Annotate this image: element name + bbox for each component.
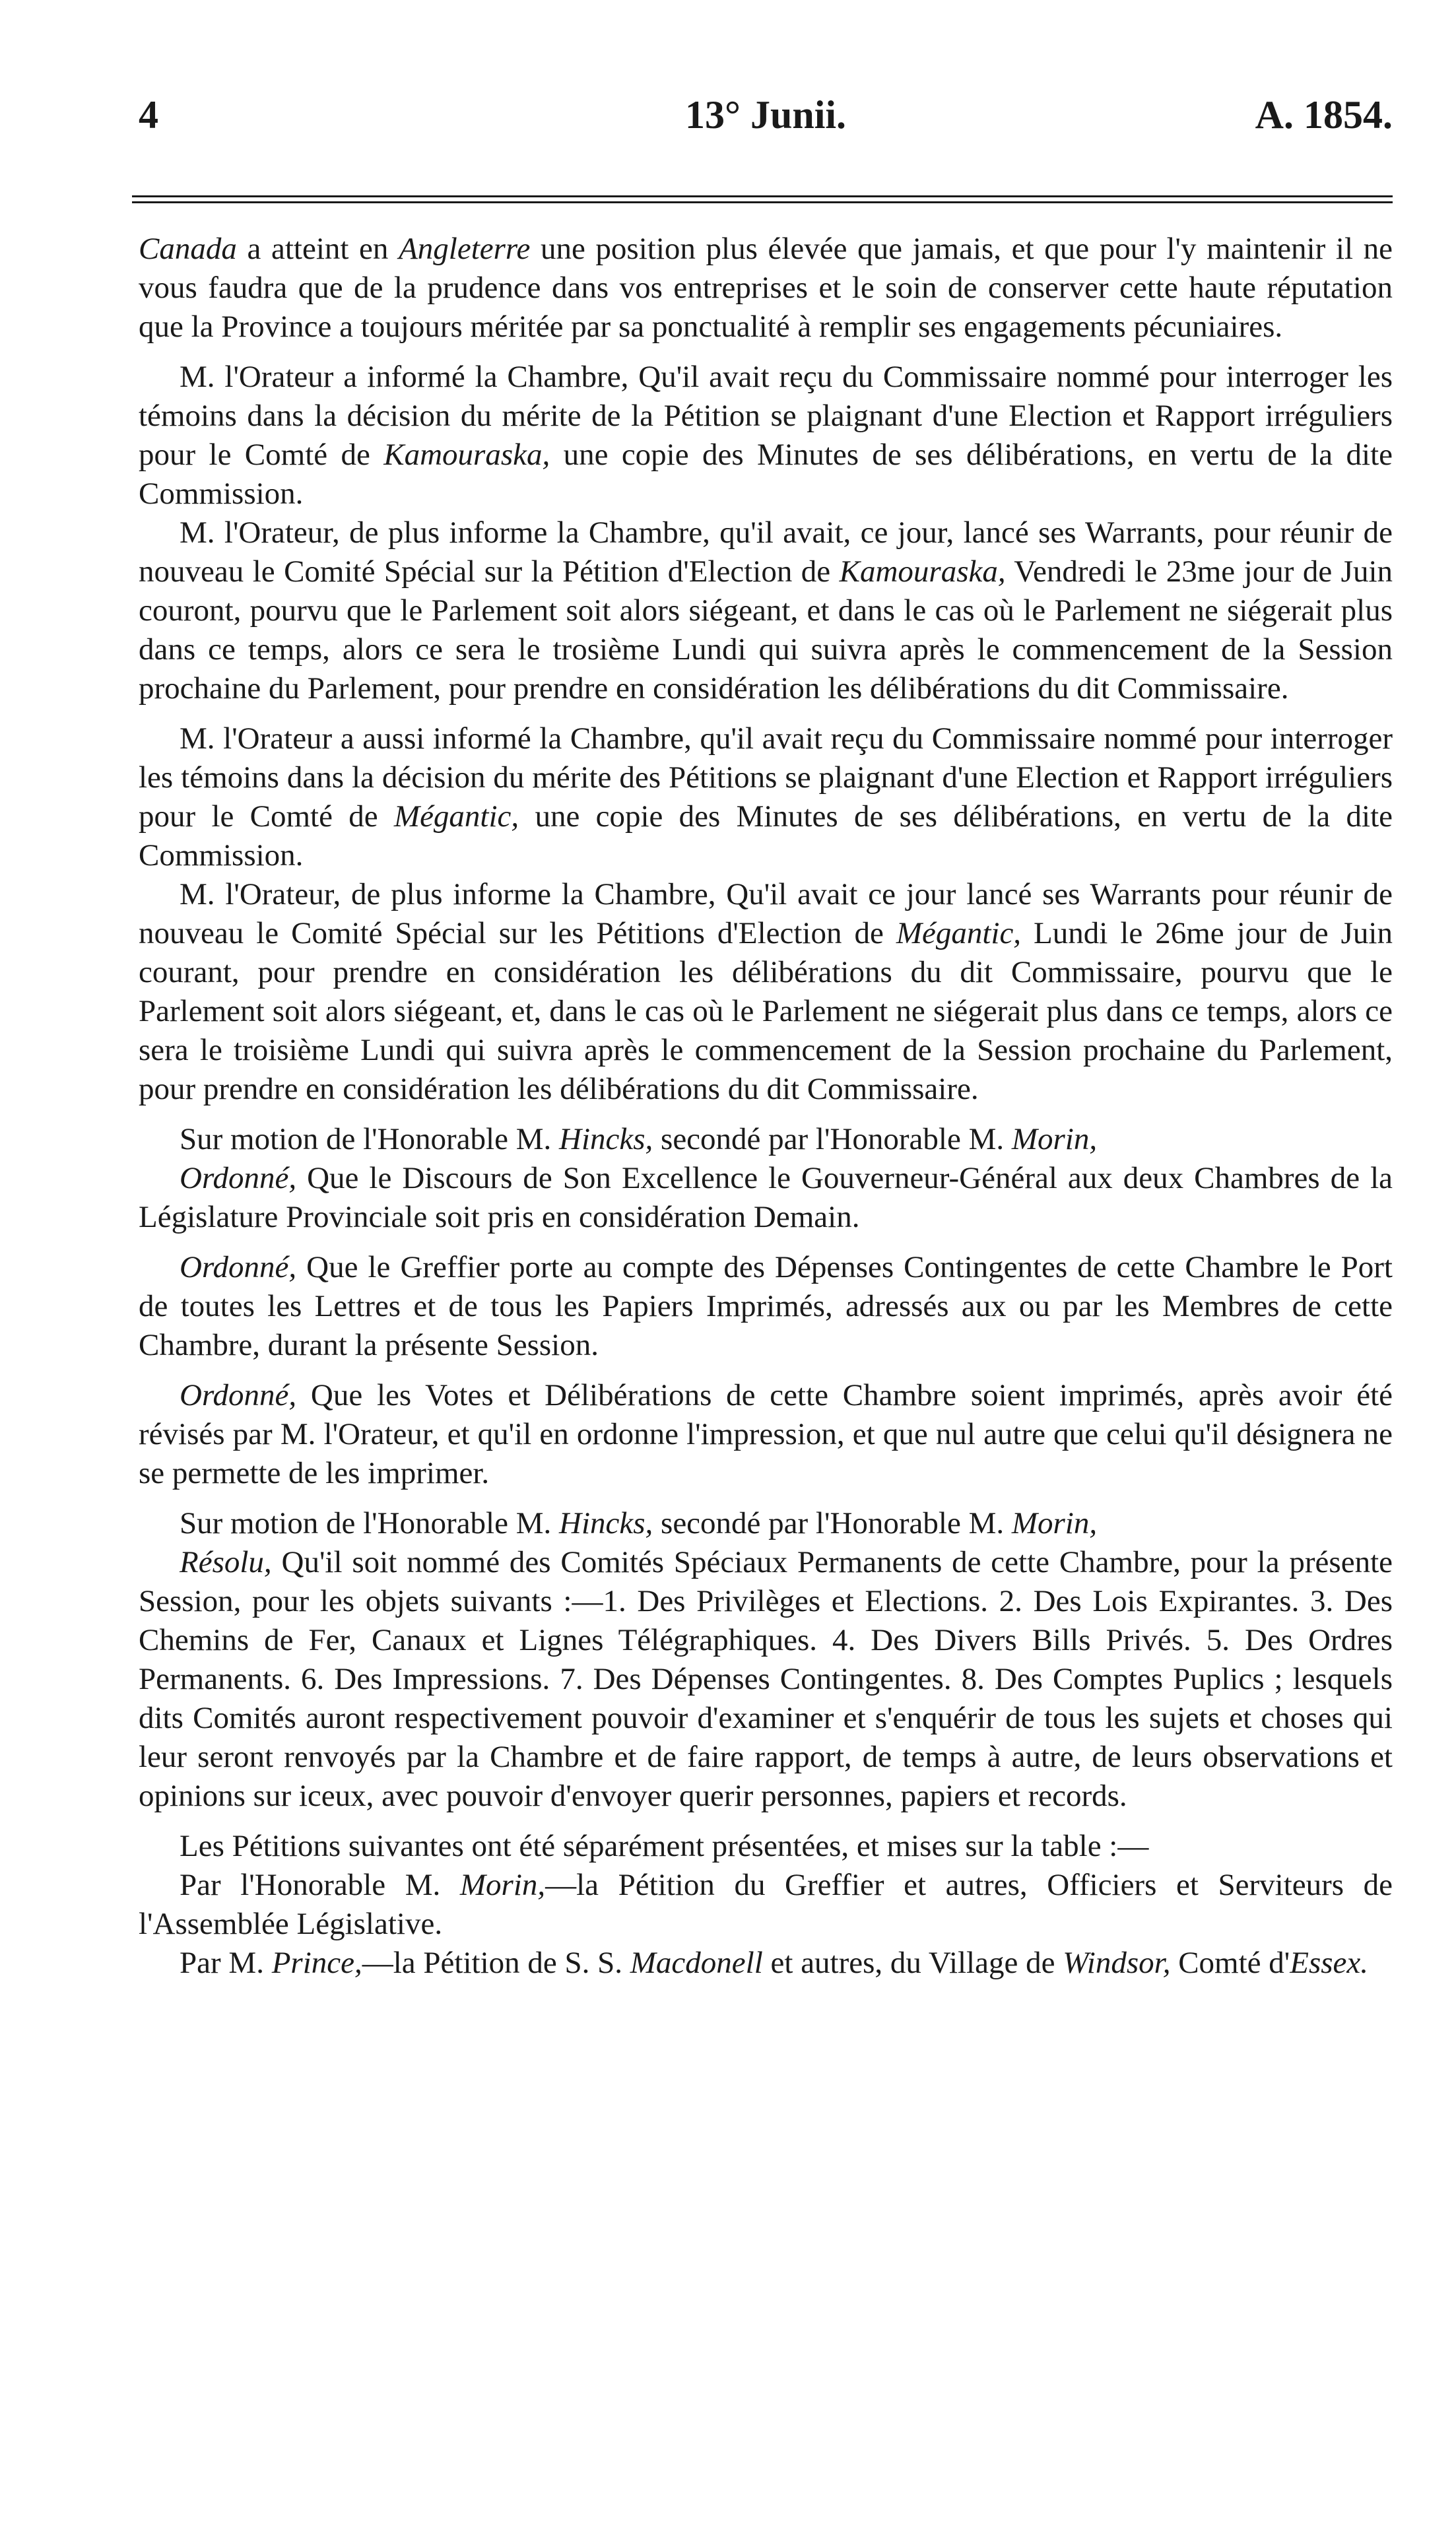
member-name: Morin, (1011, 1122, 1098, 1156)
paragraph-6: Sur motion de l'Honorable M. Hincks, secondé par l'Honorable M. Morin, (180, 1122, 1098, 1156)
county-name: Mégantic, (896, 916, 1022, 950)
paragraph-2: M. l'Orateur a informé la Chambre, Qu'il avait reçu du Commissaire nommé pour interroger les témoins dans la décision du mérite de la Pétition se plaignant d'une Election et Rapport irréguliers pour le Comté de Kamouraska, une copie des Minutes de ses délibérations, en vertu de la dite Commission. (139, 360, 1393, 511)
place-name: Windsor, (1063, 1946, 1171, 1980)
member-name: Hincks, (559, 1122, 653, 1156)
petitioner-name: Macdonell (630, 1946, 763, 1980)
resolution-label: Résolu, (180, 1545, 272, 1579)
member-name: Prince, (271, 1946, 362, 1980)
county-name: Kamouraska, (839, 554, 1006, 589)
county-name: Essex. (1290, 1946, 1369, 1980)
page-number: 4 (139, 93, 158, 137)
page-header (139, 92, 1393, 152)
paragraph-3: M. l'Orateur, de plus informe la Chambre, qu'il avait, ce jour, lancé ses Warrants, pour réunir de nouveau le Comité Spécial sur la Pétition d'Election de Kamouraska, Vendredi le 23me jour de Juin couront, pourvu que le Parlement soit alors siégeant, et dans le cas où le Parlement ne siégerait plus dans ce temps, alors ce sera le trosième Lundi qui suivra après le commencement de la Session prochaine du Parlement, pour prendre en considération les délibérations du dit Commissaire. (139, 515, 1393, 706)
member-name: Morin, (1011, 1506, 1098, 1540)
order-label: Ordonné, (180, 1378, 297, 1412)
paragraph-13: Par l'Honorable M. Morin,—la Pétition du Greffier et autres, Officiers et Serviteurs de l'Assemblée Législative. (139, 1868, 1393, 1941)
paragraph-5: M. l'Orateur, de plus informe la Chambre, Qu'il avait ce jour lancé ses Warrants pour réunir de nouveau le Comité Spécial sur les Pétitions d'Election de Mégantic, Lundi le 26me jour de Juin courant, pour prendre en considération les délibérations du dit Commissaire, pourvu que le Parlement soit alors siégeant, et, dans le cas où le Parlement ne siégerait plus dans ce temps, alors ce sera le troisième Lundi qui suivra après le commencement de la Session prochaine du Parlement, pour prendre en considération les délibérations du dit Commissaire. (139, 877, 1393, 1106)
paragraph-9: Ordonné, Que les Votes et Délibérations de cette Chambre soient imprimés, après avoir été révisés par M. l'Orateur, et qu'il en ordonne l'impression, et que nul autre que celui qu'il désignera ne se permette de les imprimer. (139, 1378, 1393, 1490)
header-rule-top (132, 195, 1393, 197)
county-name: Mégantic, (393, 799, 519, 834)
order-label: Ordonné, (180, 1250, 297, 1284)
paragraph-11: Résolu, Qu'il soit nommé des Comités Spéciaux Permanents de cette Chambre, pour la présente Session, pour les objets suivants :—1. Des Privilèges et Elections. 2. Des Lois Expirantes. 3. Des Chemins de Fer, Canaux et Lignes Télégraphiques. 4. Des Divers Bills Privés. 5. Des Ordres Permanents. 6. Des Impressions. 7. Des Dépenses Contingentes. 8. Des Comptes Puplics ; lesquels dits Comités auront respectivement pouvoir d'examiner et s'enquérir de tous les sujets et choses qui leur seront renvoyés par la Chambre et de faire rapport, de temps à autre, de leurs observations et opinions sur iceux, avec pouvoir d'envoyer querir personnes, papiers et records. (139, 1545, 1393, 1813)
paragraph-7: Ordonné, Que le Discours de Son Excellence le Gouverneur-Général aux deux Chambres de la Législature Provinciale soit pris en considération Demain. (139, 1161, 1393, 1234)
member-name: Hincks, (559, 1506, 653, 1540)
header-rule-bottom (132, 201, 1393, 203)
paragraph-12: Les Pétitions suivantes ont été séparément présentées, et mises sur la table :— (180, 1829, 1149, 1863)
document-body (139, 230, 1393, 1994)
paragraph-8: Ordonné, Que le Greffier porte au compte des Dépenses Contingentes de cette Chambre le Port de toutes les Lettres et de tous les Papiers Imprimés, adressés aux ou par les Membres de cette Chambre, durant la présente Session. (139, 1250, 1393, 1362)
paragraph-10: Sur motion de l'Honorable M. Hincks, secondé par l'Honorable M. Morin, (180, 1506, 1098, 1540)
paragraph-1: Canada a atteint en Angleterre une position plus élevée que jamais, et que pour l'y maintenir il ne vous faudra que de la prudence dans vos entreprises et le soin de conserver cette haute réputation que la Province a toujours méritée par sa ponctualité à remplir ses engagements pécuniaires. (139, 232, 1393, 344)
header-date: 13° Junii. (684, 93, 847, 137)
member-name: Morin, (459, 1868, 546, 1902)
order-label: Ordonné, (180, 1161, 297, 1195)
county-name: Kamouraska, (383, 438, 550, 472)
place-name: Canada (139, 232, 237, 266)
paragraph-14: Par M. Prince,—la Pétition de S. S. Macdonell et autres, du Village de Windsor, Comté d'Essex. (180, 1946, 1369, 1980)
place-name: Angleterre (399, 232, 531, 266)
header-year: A. 1854. (1255, 93, 1393, 137)
paragraph-4: M. l'Orateur a aussi informé la Chambre, qu'il avait reçu du Commissaire nommé pour interroger les témoins dans la décision du mérite des Pétitions se plaignant d'une Election et Rapport irréguliers pour le Comté de Mégantic, une copie des Minutes de ses délibérations, en vertu de la dite Commission. (139, 721, 1393, 873)
